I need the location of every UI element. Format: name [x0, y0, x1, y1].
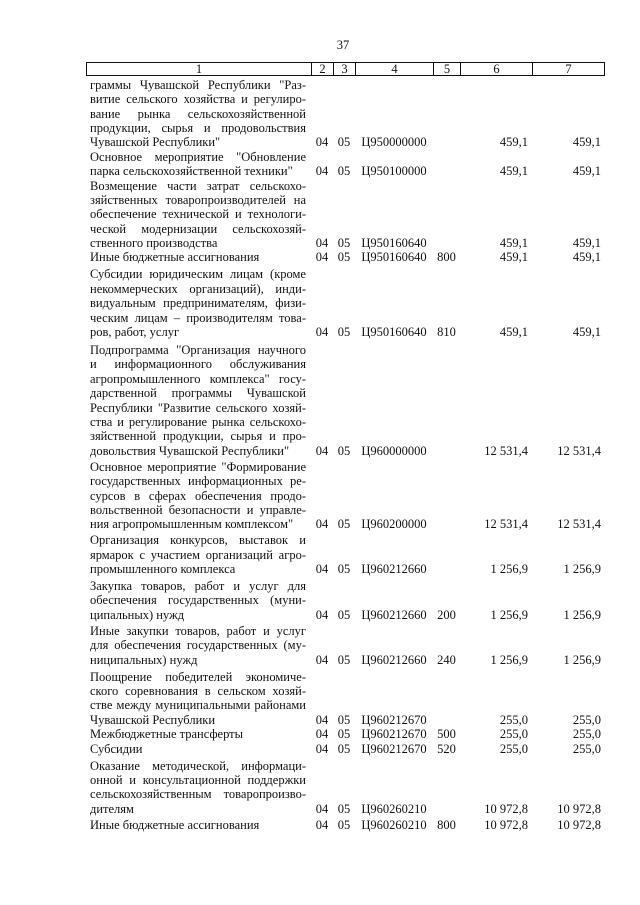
row-name-line-wrap	[90, 444, 306, 458]
subsection-cell: 05	[337, 727, 351, 742]
row-name-line: Иные бюджетные ассигнования	[90, 817, 260, 832]
row-name-line-wrap	[90, 343, 306, 357]
amount-col7-cell: 459,1	[572, 164, 601, 179]
section-cell: 04	[315, 817, 329, 832]
amount-col7-cell: 10 972,8	[557, 817, 601, 832]
row-name-line: ческим лицам – производителям това-	[90, 310, 306, 325]
row-name-line: стве между муниципальными районами	[90, 698, 306, 713]
row-name-line: Субсидии	[90, 741, 143, 756]
row-name-line: дарственной программы Чувашской	[90, 386, 306, 401]
table-row	[86, 670, 604, 728]
expense-type-cell: 240	[437, 652, 456, 667]
row-name-line-wrap	[90, 653, 306, 667]
row-name-line: парка сельскохозяйственной техники"	[90, 164, 293, 179]
row-name-line: Закупка товаров, работ и услуг для	[90, 579, 306, 594]
row-name-line-wrap	[90, 207, 306, 221]
row-name-cell	[86, 727, 311, 741]
amount-col7-cell: 255,0	[572, 741, 601, 756]
table-row	[86, 179, 604, 251]
table-row	[86, 267, 604, 339]
row-name-line: обеспечение технической и технологи-	[90, 207, 306, 222]
row-name-line: Иные бюджетные ассигнования	[90, 250, 260, 265]
row-name-cell	[86, 460, 311, 532]
target-code-cell: Ц950160640	[361, 325, 427, 340]
row-name-line-wrap	[90, 222, 306, 236]
row-name-cell	[86, 742, 311, 756]
amount-col6-cell: 459,1	[499, 250, 528, 265]
header-cell-4: 4	[355, 63, 433, 75]
subsection-cell: 05	[337, 741, 351, 756]
row-name-line-wrap	[90, 415, 306, 429]
row-name-line-wrap	[90, 489, 306, 503]
row-name-line-wrap	[90, 517, 306, 531]
row-name-line-wrap	[90, 267, 306, 281]
row-name-line-wrap	[90, 670, 306, 684]
expense-type-cell: 810	[437, 325, 456, 340]
row-name-line: Республики "Развитие сельского хозяй-	[90, 400, 306, 415]
row-name-line: для обеспечения государственных (му-	[90, 638, 306, 653]
row-name-line: ственного производства	[90, 236, 218, 251]
row-name-line-wrap	[90, 236, 306, 250]
row-name-line-wrap	[90, 150, 306, 164]
section-cell: 04	[315, 164, 329, 179]
amount-col6-cell: 1 256,9	[490, 607, 528, 622]
row-name-line-wrap	[90, 579, 306, 593]
row-name-line-wrap	[90, 787, 306, 801]
row-name-line-wrap	[90, 250, 306, 264]
target-code-cell: Ц960260210	[361, 801, 427, 816]
row-name-line-wrap	[90, 684, 306, 698]
amount-col7-cell: 10 972,8	[557, 801, 601, 816]
row-name-line: вольственной безопасности и управле-	[90, 502, 306, 517]
section-cell: 04	[315, 801, 329, 816]
row-name-line: сурсов в сферах обеспечения продо-	[90, 488, 306, 503]
row-name-line: государственных информационных ре-	[90, 474, 306, 489]
amount-col7-cell: 459,1	[572, 325, 601, 340]
row-name-cell	[86, 818, 311, 832]
section-cell: 04	[315, 712, 329, 727]
subsection-cell: 05	[337, 652, 351, 667]
amount-col7-cell: 255,0	[572, 712, 601, 727]
amount-col6-cell: 459,1	[499, 135, 528, 150]
header-cell-2: 2	[311, 63, 333, 75]
row-name-line: промышленного комплекса	[90, 562, 236, 577]
header-cell-1: 1	[86, 63, 311, 75]
expense-type-cell: 520	[437, 741, 456, 756]
amount-col7-cell: 1 256,9	[563, 562, 601, 577]
row-name-line: Иные закупки товаров, работ и услуг	[90, 623, 306, 638]
target-code-cell: Ц960212670	[361, 741, 427, 756]
table-row	[86, 727, 604, 741]
row-name-line-wrap	[90, 386, 306, 400]
row-name-line: ров, работ, услуг	[90, 325, 180, 340]
row-name-cell	[86, 670, 311, 728]
row-name-line: и информационного обслуживания	[90, 357, 306, 372]
row-name-line-wrap	[90, 593, 306, 607]
target-code-cell: Ц960212670	[361, 712, 427, 727]
subsection-cell: 05	[337, 607, 351, 622]
row-name-line: сельскохозяйственным товаропроизво-	[90, 787, 306, 802]
row-name-line: довольствия Чувашской Республики"	[90, 443, 290, 458]
row-name-line-wrap	[90, 773, 306, 787]
table-row	[86, 818, 604, 832]
amount-col6-cell: 459,1	[499, 164, 528, 179]
row-name-line: ципальных) нужд	[90, 607, 185, 622]
subsection-cell: 05	[337, 325, 351, 340]
section-cell: 04	[315, 562, 329, 577]
amount-col6-cell: 12 531,4	[484, 443, 528, 458]
amount-col6-cell: 10 972,8	[484, 801, 528, 816]
row-name-line-wrap	[90, 92, 306, 106]
row-name-line-wrap	[90, 638, 306, 652]
row-name-line-wrap	[90, 759, 306, 773]
subsection-cell: 05	[337, 517, 351, 532]
row-name-line: ства и регулирование рынка сельскохо-	[90, 414, 306, 429]
row-name-line: Основное мероприятие "Формирование	[90, 459, 306, 474]
row-name-line: Чувашской Республики	[90, 712, 216, 727]
table-row	[86, 533, 604, 576]
header-cell-3: 3	[333, 63, 355, 75]
row-name-line-wrap	[90, 624, 306, 638]
amount-col6-cell: 12 531,4	[484, 517, 528, 532]
table-row	[86, 759, 604, 817]
row-name-line-wrap	[90, 429, 306, 443]
row-name-cell	[86, 150, 311, 179]
row-name-line-wrap	[90, 608, 306, 622]
row-name-line-wrap	[90, 372, 306, 386]
row-name-line: некоммерческих организаций), инди-	[90, 281, 306, 296]
row-name-line-wrap	[90, 401, 306, 415]
target-code-cell: Ц960212660	[361, 562, 427, 577]
target-code-cell: Ц950160640	[361, 250, 427, 265]
row-name-line-wrap	[90, 818, 306, 832]
expense-type-cell: 500	[437, 727, 456, 742]
subsection-cell: 05	[337, 236, 351, 251]
row-name-cell	[86, 624, 311, 667]
header-cell-5: 5	[433, 63, 460, 75]
expense-type-cell: 800	[437, 250, 456, 265]
row-name-line-wrap	[90, 533, 306, 547]
target-code-cell: Ц960212660	[361, 607, 427, 622]
section-cell: 04	[315, 607, 329, 622]
row-name-cell	[86, 759, 311, 817]
row-name-line-wrap	[90, 135, 306, 149]
amount-col6-cell: 10 972,8	[484, 817, 528, 832]
section-cell: 04	[315, 652, 329, 667]
subsection-cell: 05	[337, 135, 351, 150]
row-name-cell	[86, 179, 311, 251]
section-cell: 04	[315, 236, 329, 251]
row-name-line-wrap	[90, 107, 306, 121]
section-cell: 04	[315, 250, 329, 265]
row-name-line: продукции, сырья и продовольствия	[90, 120, 306, 135]
amount-col6-cell: 1 256,9	[490, 562, 528, 577]
target-code-cell: Ц950000000	[361, 135, 427, 150]
subsection-cell: 05	[337, 817, 351, 832]
row-name-cell	[86, 343, 311, 458]
target-code-cell: Ц950100000	[361, 164, 427, 179]
section-cell: 04	[315, 325, 329, 340]
table-row	[86, 150, 604, 179]
table-row	[86, 624, 604, 667]
target-code-cell: Ц960200000	[361, 517, 427, 532]
row-name-line: Подпрограмма "Организация научного	[90, 343, 306, 358]
row-name-line: зяйственных товаропроизводителей на	[90, 192, 306, 207]
row-name-line-wrap	[90, 357, 306, 371]
table-body	[86, 78, 604, 832]
subsection-cell: 05	[337, 164, 351, 179]
amount-col6-cell: 459,1	[499, 236, 528, 251]
row-name-line-wrap	[90, 78, 306, 92]
row-name-cell	[86, 579, 311, 622]
amount-col7-cell: 255,0	[572, 727, 601, 742]
page-number: 37	[336, 38, 350, 52]
row-name-cell	[86, 267, 311, 339]
row-name-line: вание рынка сельскохозяйственной	[90, 106, 306, 121]
row-name-line-wrap	[90, 727, 306, 741]
row-name-line: граммы Чувашской Республики "Раз-	[90, 77, 306, 92]
row-name-line: обеспечения государственных (муни-	[90, 593, 306, 608]
row-name-line: Оказание методической, информаци-	[90, 758, 306, 773]
amount-col7-cell: 459,1	[572, 250, 601, 265]
amount-col7-cell: 12 531,4	[557, 517, 601, 532]
row-name-line: видуальным предпринимателям, физи-	[90, 296, 306, 311]
section-cell: 04	[315, 741, 329, 756]
row-name-line-wrap	[90, 325, 306, 339]
table-row	[86, 78, 604, 150]
amount-col7-cell: 459,1	[572, 135, 601, 150]
table-row	[86, 343, 604, 458]
row-name-line: ния агропромышленным комплексом"	[90, 517, 294, 532]
row-name-line: Межбюджетные трансферты	[90, 727, 244, 742]
row-name-line: зяйственной продукции, сырья и про-	[90, 429, 306, 444]
header-cell-6: 6	[460, 63, 532, 75]
expense-type-cell: 800	[437, 817, 456, 832]
row-name-line-wrap	[90, 698, 306, 712]
target-code-cell: Ц950160640	[361, 236, 427, 251]
row-name-line: Поощрение победителей экономиче-	[90, 669, 306, 684]
row-name-line: витие сельского хозяйства и регулиро-	[90, 92, 306, 107]
subsection-cell: 05	[337, 801, 351, 816]
row-name-line: Субсидии юридическим лицам (кроме	[90, 267, 306, 282]
row-name-line-wrap	[90, 311, 306, 325]
target-code-cell: Ц960000000	[361, 443, 427, 458]
target-code-cell: Ц960212660	[361, 652, 427, 667]
amount-col7-cell: 1 256,9	[563, 607, 601, 622]
subsection-cell: 05	[337, 712, 351, 727]
row-name-line-wrap	[90, 742, 306, 756]
table-row	[86, 742, 604, 756]
amount-col6-cell: 1 256,9	[490, 652, 528, 667]
table-row	[86, 250, 604, 264]
row-name-line-wrap	[90, 460, 306, 474]
row-name-line: Организация конкурсов, выставок и	[90, 533, 306, 548]
row-name-line-wrap	[90, 121, 306, 135]
amount-col7-cell: 12 531,4	[557, 443, 601, 458]
amount-col7-cell: 459,1	[572, 236, 601, 251]
row-name-line: ского соревнования в сельском хозяй-	[90, 683, 306, 698]
section-cell: 04	[315, 727, 329, 742]
section-cell: 04	[315, 135, 329, 150]
row-name-line-wrap	[90, 503, 306, 517]
row-name-line: Основное мероприятие "Обновление	[90, 149, 306, 164]
amount-col6-cell: 459,1	[499, 325, 528, 340]
row-name-line-wrap	[90, 164, 306, 178]
amount-col6-cell: 255,0	[499, 727, 528, 742]
section-cell: 04	[315, 517, 329, 532]
row-name-line-wrap	[90, 282, 306, 296]
expense-type-cell: 200	[437, 607, 456, 622]
row-name-line-wrap	[90, 562, 306, 576]
amount-col6-cell: 255,0	[499, 741, 528, 756]
header-cell-7: 7	[532, 63, 605, 75]
row-name-line-wrap	[90, 713, 306, 727]
row-name-line-wrap	[90, 296, 306, 310]
table-row	[86, 579, 604, 622]
row-name-line-wrap	[90, 193, 306, 207]
row-name-line: агропромышленного комплекса" госу-	[90, 371, 306, 386]
row-name-line-wrap	[90, 802, 306, 816]
row-name-line: ярмарок с участием организаций агро-	[90, 547, 306, 562]
subsection-cell: 05	[337, 443, 351, 458]
section-cell: 04	[315, 443, 329, 458]
row-name-line: дителям	[90, 801, 134, 816]
row-name-line-wrap	[90, 548, 306, 562]
row-name-line-wrap	[90, 179, 306, 193]
amount-col6-cell: 255,0	[499, 712, 528, 727]
row-name-cell	[86, 250, 311, 264]
row-name-line: Чувашской Республики"	[90, 135, 221, 150]
subsection-cell: 05	[337, 562, 351, 577]
row-name-line-wrap	[90, 474, 306, 488]
row-name-cell	[86, 533, 311, 576]
table-header	[86, 62, 605, 76]
row-name-line: ческой модернизации сельскохозяй-	[90, 221, 306, 236]
row-name-line: онной и консультационной поддержки	[90, 772, 306, 787]
amount-col7-cell: 1 256,9	[563, 652, 601, 667]
target-code-cell: Ц960260210	[361, 817, 427, 832]
subsection-cell: 05	[337, 250, 351, 265]
table-row	[86, 460, 604, 532]
target-code-cell: Ц960212670	[361, 727, 427, 742]
row-name-line: ниципальных) нужд	[90, 652, 198, 667]
row-name-cell	[86, 78, 311, 150]
row-name-line: Возмещение части затрат сельскохо-	[90, 178, 306, 193]
